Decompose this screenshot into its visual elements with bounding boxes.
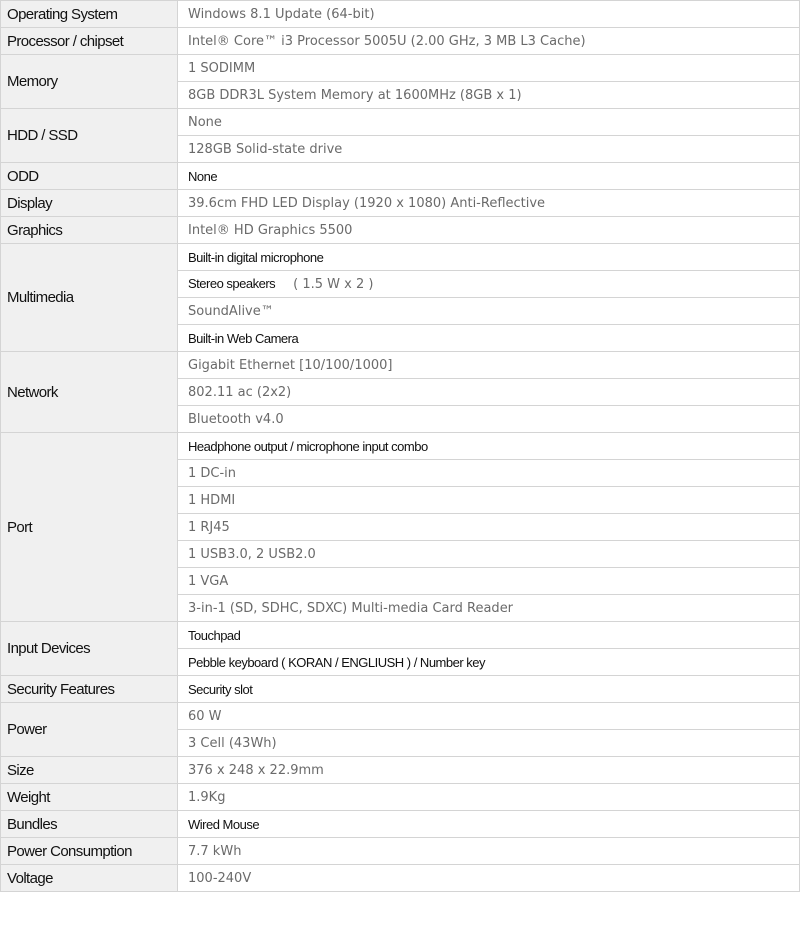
spec-row-hdd-ssd xyxy=(1,109,800,136)
spec-value-network xyxy=(178,406,800,433)
spec-value-text: 39.6cm FHD LED Display (1920 x 1080) Anti-Reflective xyxy=(188,195,546,211)
spec-value-text: Built-in Web Camera xyxy=(188,330,299,346)
spec-label-input-devices: Input Devices xyxy=(1,622,178,676)
spec-value-text: Bluetooth v4.0 xyxy=(188,411,284,427)
spec-value-text: 802.11 ac (2x2) xyxy=(188,384,292,400)
spec-value-network xyxy=(178,352,800,379)
spec-value-text: Windows 8.1 Update (64-bit) xyxy=(188,6,375,22)
spec-value-odd xyxy=(178,163,800,190)
spec-value-text: Stereo speakers xyxy=(188,276,276,291)
spec-label-power: Power xyxy=(1,703,178,757)
spec-value-text: None xyxy=(188,114,222,130)
spec-value-port xyxy=(178,514,800,541)
spec-row-network xyxy=(1,352,800,379)
spec-value-text: Headphone output / microphone input combo xyxy=(188,438,428,454)
spec-value-port xyxy=(178,460,800,487)
spec-value-bundles xyxy=(178,811,800,838)
spec-row-operating-system xyxy=(1,1,800,28)
spec-row-power-consumption xyxy=(1,838,800,865)
spec-value-text: 1 SODIMM xyxy=(188,60,256,76)
spec-value-text: 1 RJ45 xyxy=(188,519,230,535)
spec-row-power xyxy=(1,703,800,730)
spec-value-text: 3-in-1 (SD, SDHC, SDXC) Multi-media Card Reader xyxy=(188,600,514,616)
spec-label-hdd-ssd: HDD / SSD xyxy=(1,109,178,163)
spec-label-processor-chipset: Processor / chipset xyxy=(1,28,178,55)
spec-value-graphics xyxy=(178,217,800,244)
spec-value-power xyxy=(178,730,800,757)
spec-value-text: Security slot xyxy=(188,681,253,697)
spec-label-port: Port xyxy=(1,433,178,622)
spec-value-text: SoundAlive™ xyxy=(188,303,274,319)
spec-value-text: 60 W xyxy=(188,708,222,724)
spec-row-security-features xyxy=(1,676,800,703)
spec-value-weight xyxy=(178,784,800,811)
spec-value-text: Gigabit Ethernet [10/100/1000] xyxy=(188,357,393,373)
spec-value-text: 128GB Solid-state drive xyxy=(188,141,343,157)
spec-label-power-consumption: Power Consumption xyxy=(1,838,178,865)
spec-label-voltage: Voltage xyxy=(1,865,178,892)
spec-value-network xyxy=(178,379,800,406)
spec-value-multimedia xyxy=(178,298,800,325)
spec-value-security-features xyxy=(178,676,800,703)
spec-value-text: Built-in digital microphone xyxy=(188,249,324,265)
spec-value-text: 3 Cell (43Wh) xyxy=(188,735,277,751)
spec-value-text: 7.7 kWh xyxy=(188,843,242,859)
spec-label-weight: Weight xyxy=(1,784,178,811)
spec-row-multimedia xyxy=(1,244,800,271)
spec-value-size xyxy=(178,757,800,784)
spec-label-network: Network xyxy=(1,352,178,433)
spec-value-memory xyxy=(178,55,800,82)
spec-value-port xyxy=(178,595,800,622)
spec-row-input-devices xyxy=(1,622,800,649)
spec-value-text: Touchpad xyxy=(188,627,241,643)
spec-label-operating-system: Operating System xyxy=(1,1,178,28)
spec-label-bundles: Bundles xyxy=(1,811,178,838)
spec-row-processor-chipset xyxy=(1,28,800,55)
spec-value-text: 1.9Kg xyxy=(188,789,226,805)
spec-value-text: Intel® HD Graphics 5500 xyxy=(188,222,353,238)
spec-label-graphics: Graphics xyxy=(1,217,178,244)
spec-value-text: Pebble keyboard ( KORAN / ENGLIUSH ) / Number key xyxy=(188,654,486,670)
spec-value-port xyxy=(178,433,800,460)
spec-row-graphics xyxy=(1,217,800,244)
spec-value-power xyxy=(178,703,800,730)
spec-value-input-devices xyxy=(178,622,800,649)
spec-label-memory: Memory xyxy=(1,55,178,109)
spec-value-text: 100-240V xyxy=(188,870,252,886)
spec-value-port xyxy=(178,541,800,568)
spec-value-text: 376 x 248 x 22.9mm xyxy=(188,762,324,778)
spec-value-text: 1 HDMI xyxy=(188,492,236,508)
spec-label-security-features: Security Features xyxy=(1,676,178,703)
spec-value-multimedia xyxy=(178,325,800,352)
spec-value-input-devices xyxy=(178,649,800,676)
spec-value-port xyxy=(178,487,800,514)
spec-value-display xyxy=(178,190,800,217)
spec-value-text: Wired Mouse xyxy=(188,816,260,832)
spec-value-text: 8GB DDR3L System Memory at 1600MHz (8GB x 1) xyxy=(188,87,522,103)
spec-table-body xyxy=(1,1,800,892)
spec-value-hdd-ssd xyxy=(178,109,800,136)
spec-value-suffix: ( 1.5 W x 2 ) xyxy=(293,277,374,292)
spec-value-text: 1 USB3.0, 2 USB2.0 xyxy=(188,546,316,562)
spec-value-text: 1 VGA xyxy=(188,573,229,589)
spec-value-operating-system xyxy=(178,1,800,28)
spec-value-hdd-ssd xyxy=(178,136,800,163)
spec-label-display: Display xyxy=(1,190,178,217)
spec-value-multimedia xyxy=(178,271,800,298)
spec-row-odd xyxy=(1,163,800,190)
spec-value-memory xyxy=(178,82,800,109)
spec-value-multimedia xyxy=(178,244,800,271)
spec-row-display xyxy=(1,190,800,217)
spec-row-bundles xyxy=(1,811,800,838)
spec-value-port xyxy=(178,568,800,595)
spec-row-size xyxy=(1,757,800,784)
spec-label-multimedia: Multimedia xyxy=(1,244,178,352)
spec-value-text: 1 DC-in xyxy=(188,465,237,481)
spec-row-weight xyxy=(1,784,800,811)
spec-label-size: Size xyxy=(1,757,178,784)
spec-row-voltage xyxy=(1,865,800,892)
spec-row-port xyxy=(1,433,800,460)
spec-label-odd: ODD xyxy=(1,163,178,190)
spec-value-text: Intel® Core™ i3 Processor 5005U (2.00 GHz, 3 MB L3 Cache) xyxy=(188,33,586,49)
spec-value-text: None xyxy=(188,168,218,184)
spec-value-processor-chipset xyxy=(178,28,800,55)
spec-row-memory xyxy=(1,55,800,82)
spec-value-power-consumption xyxy=(178,838,800,865)
spec-value-voltage xyxy=(178,865,800,892)
